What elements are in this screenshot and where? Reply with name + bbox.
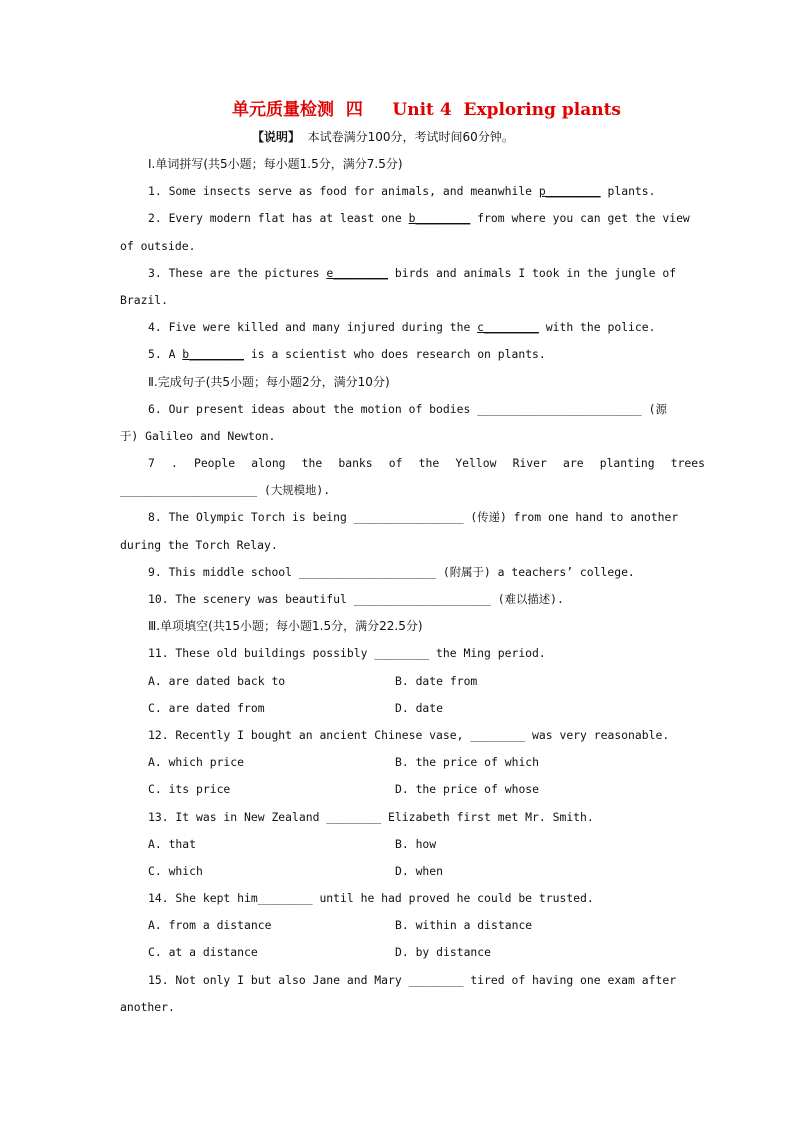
- option-c: C. are dated from: [148, 700, 265, 715]
- q2-text: 2. Every modern flat has at least one: [148, 211, 409, 226]
- q5-text: 5. A: [148, 347, 183, 362]
- option-c: C. its price: [148, 782, 231, 797]
- question-2: 2. Every modern flat has at least one b________ from where you can get the view: [148, 211, 690, 226]
- option-d: D. when: [395, 863, 444, 878]
- q5-text-end: is a scientist who does research on plants.: [244, 347, 546, 362]
- question-14-options-cd: [120, 939, 705, 966]
- question-14-options-ab: [120, 912, 705, 939]
- question-3-cont: Brazil.: [120, 292, 169, 307]
- q1-hint: p: [538, 184, 546, 199]
- exam-note: [120, 124, 705, 151]
- question-14: 14. She kept him________ until he had proved he could be trusted.: [148, 891, 594, 906]
- option-b: B. within a distance: [395, 918, 533, 933]
- question-15-cont: another.: [120, 999, 175, 1014]
- question-6: 6. Our present ideas about the motion of bodies ________________________ (源: [148, 401, 667, 416]
- option-b: B. date from: [395, 673, 478, 688]
- question-12-options-cd: [120, 776, 705, 803]
- question-1: 1. Some insects serve as food for animals, and meanwhile p________ plants.: [148, 184, 656, 199]
- q2-text-end: from where you can get the view: [470, 211, 690, 226]
- note-tag: 【说明】: [252, 130, 301, 144]
- q3-text-end: birds and animals I took in the jungle of: [388, 265, 677, 280]
- option-c: C. which: [148, 863, 203, 878]
- question-7-cont: ____________________ (大规模地).: [120, 483, 331, 498]
- section-heading-spelling: Ⅰ.单词拼写(共5小题；每小题1.5分，满分7.5分): [148, 157, 403, 171]
- question-3: 3. These are the pictures e________ birds and animals I took in the jungle of: [148, 265, 677, 280]
- option-d: D. by distance: [395, 945, 492, 960]
- q4-text: 4. Five were killed and many injured during the: [148, 320, 478, 335]
- q4-text-end: with the police.: [538, 320, 656, 335]
- exam-page: [120, 96, 705, 1021]
- option-d: D. date: [395, 700, 444, 715]
- question-13-options-ab: [120, 831, 705, 858]
- q3-hint: e: [326, 265, 334, 280]
- question-13-options-cd: [120, 858, 705, 885]
- section-heading-multiple-choice: Ⅲ.单项填空(共15小题；每小题1.5分，满分22.5分): [148, 619, 423, 634]
- q1-text-end: plants.: [600, 184, 656, 199]
- q1-text: 1. Some insects serve as food for animals, and meanwhile: [148, 184, 539, 199]
- question-7: 7 . People along the banks of the Yellow River are planting trees: [148, 456, 705, 471]
- option-a: A. that: [148, 836, 197, 851]
- question-11: 11. These old buildings possibly ________ the Ming period.: [148, 646, 546, 661]
- option-b: B. how: [395, 836, 437, 851]
- question-12: 12. Recently I bought an ancient Chinese vase, ________ was very reasonable.: [148, 727, 670, 742]
- question-6-cont: 于) Galileo and Newton.: [120, 428, 276, 443]
- question-10: 10. The scenery was beautiful ____________________ (难以描述).: [148, 592, 564, 606]
- question-9: 9. This middle school ____________________ (附属于) a teachers’ college.: [148, 564, 635, 579]
- question-8-cont: during the Torch Relay.: [120, 537, 278, 552]
- question-5: 5. A b________ is a scientist who does research on plants.: [148, 347, 546, 362]
- question-11-options-cd: [120, 695, 705, 722]
- option-a: A. from a distance: [148, 918, 272, 933]
- question-12-options-ab: [120, 749, 705, 776]
- q4-hint: c: [477, 320, 485, 335]
- question-4: 4. Five were killed and many injured during the c________ with the police.: [148, 320, 656, 335]
- question-2-cont: of outside.: [120, 238, 196, 253]
- option-a: A. which price: [148, 755, 245, 770]
- option-c: C. at a distance: [148, 945, 258, 960]
- question-8: 8. The Olympic Torch is being ________________ (传递) from one hand to another: [148, 510, 679, 525]
- option-b: B. the price of which: [395, 755, 540, 770]
- question-11-options-ab: [120, 668, 705, 695]
- q2-hint: b: [408, 211, 416, 226]
- option-a: A. are dated back to: [148, 673, 286, 688]
- note-text: 本试卷满分100分，考试时间60分钟。: [300, 130, 514, 144]
- q3-text: 3. These are the pictures: [148, 265, 327, 280]
- page-title: 单元质量检测 四 Unit 4 Exploring plants: [231, 100, 621, 120]
- question-13: 13. It was in New Zealand ________ Elizabeth first met Mr. Smith.: [148, 809, 594, 824]
- option-d: D. the price of whose: [395, 782, 540, 797]
- section-heading-sentences: Ⅱ.完成句子(共5小题；每小题2分，满分10分): [148, 374, 390, 389]
- q5-hint: b: [182, 347, 190, 362]
- question-15: 15. Not only I but also Jane and Mary ________ tired of having one exam after: [148, 972, 677, 987]
